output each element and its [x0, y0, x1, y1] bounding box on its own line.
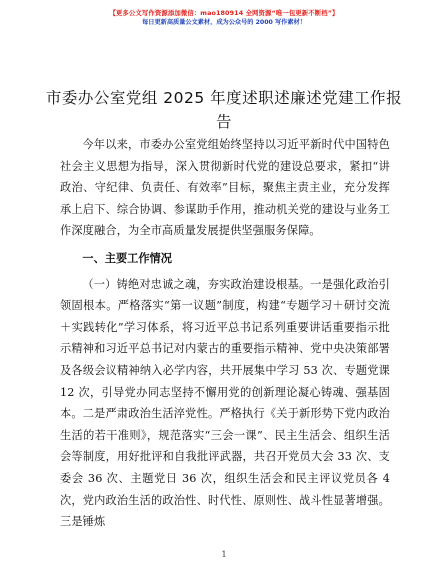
promo-banner: [0, 8, 448, 28]
intro-paragraph: 今年以来，市委办公室党组始终坚持以习近平新时代中国特色社会主义思想为指导，深入贯彻新时代党的建设总要求，紧扣“讲政治、守纪律、负责任、有效率”目标，聚焦主责主业，充分发挥承上启下、综合协调、参谋助手作用，推动机关党的建设与业务工作深度融合，为全市高质量发展提供坚强服务保障。: [60, 138, 390, 238]
body-paragraph: （一）铸绝对忠诚之魂，夯实政治建设根基。一是强化政治引领固根本。严格落实“第一议题”制度，构建“专题学习＋研讨交流＋实践转化”学习体系，将习近平总书记系列重要讲话重要指示批示精神和习近平总书记对内蒙古的重要指示精神、党中央决策部署及各级会议精神纳入必学内容，共开展集中学习 53 次、专题党课 12 次，引导党办同志坚持不懈用党的创新理论凝心铸魂、强基固本。二是严肃政治生活淬党性。严格执行《关于新形势下党内政治生活的若干准则》，规范落实“三会一课”、民主生活会、组织生活会等制度，用好批评和自我批评武器，共召开党员大会 33 次、支委会 36 次、主题党日 36 次，组织生活会和民主评议党员各 4 次，党内政治生活的政治性、时代性、原则性、战斗性显著增强。三是锤炼: [60, 277, 390, 529]
promo-line-2: 每日更新高质量公文素材，成为公众号的 2000 写作素材！: [142, 19, 306, 26]
section-heading: 一、主要工作情况: [82, 251, 172, 265]
document-body: [60, 134, 390, 533]
promo-line-1: 【更多公文写作资源添加微信：mao180914 全网资源“唯一包更新不断档”】: [109, 9, 339, 17]
page-number: 1: [221, 550, 227, 559]
document-title: 市委办公室党组 2025 年度述职述廉述党建工作报告: [45, 89, 403, 131]
